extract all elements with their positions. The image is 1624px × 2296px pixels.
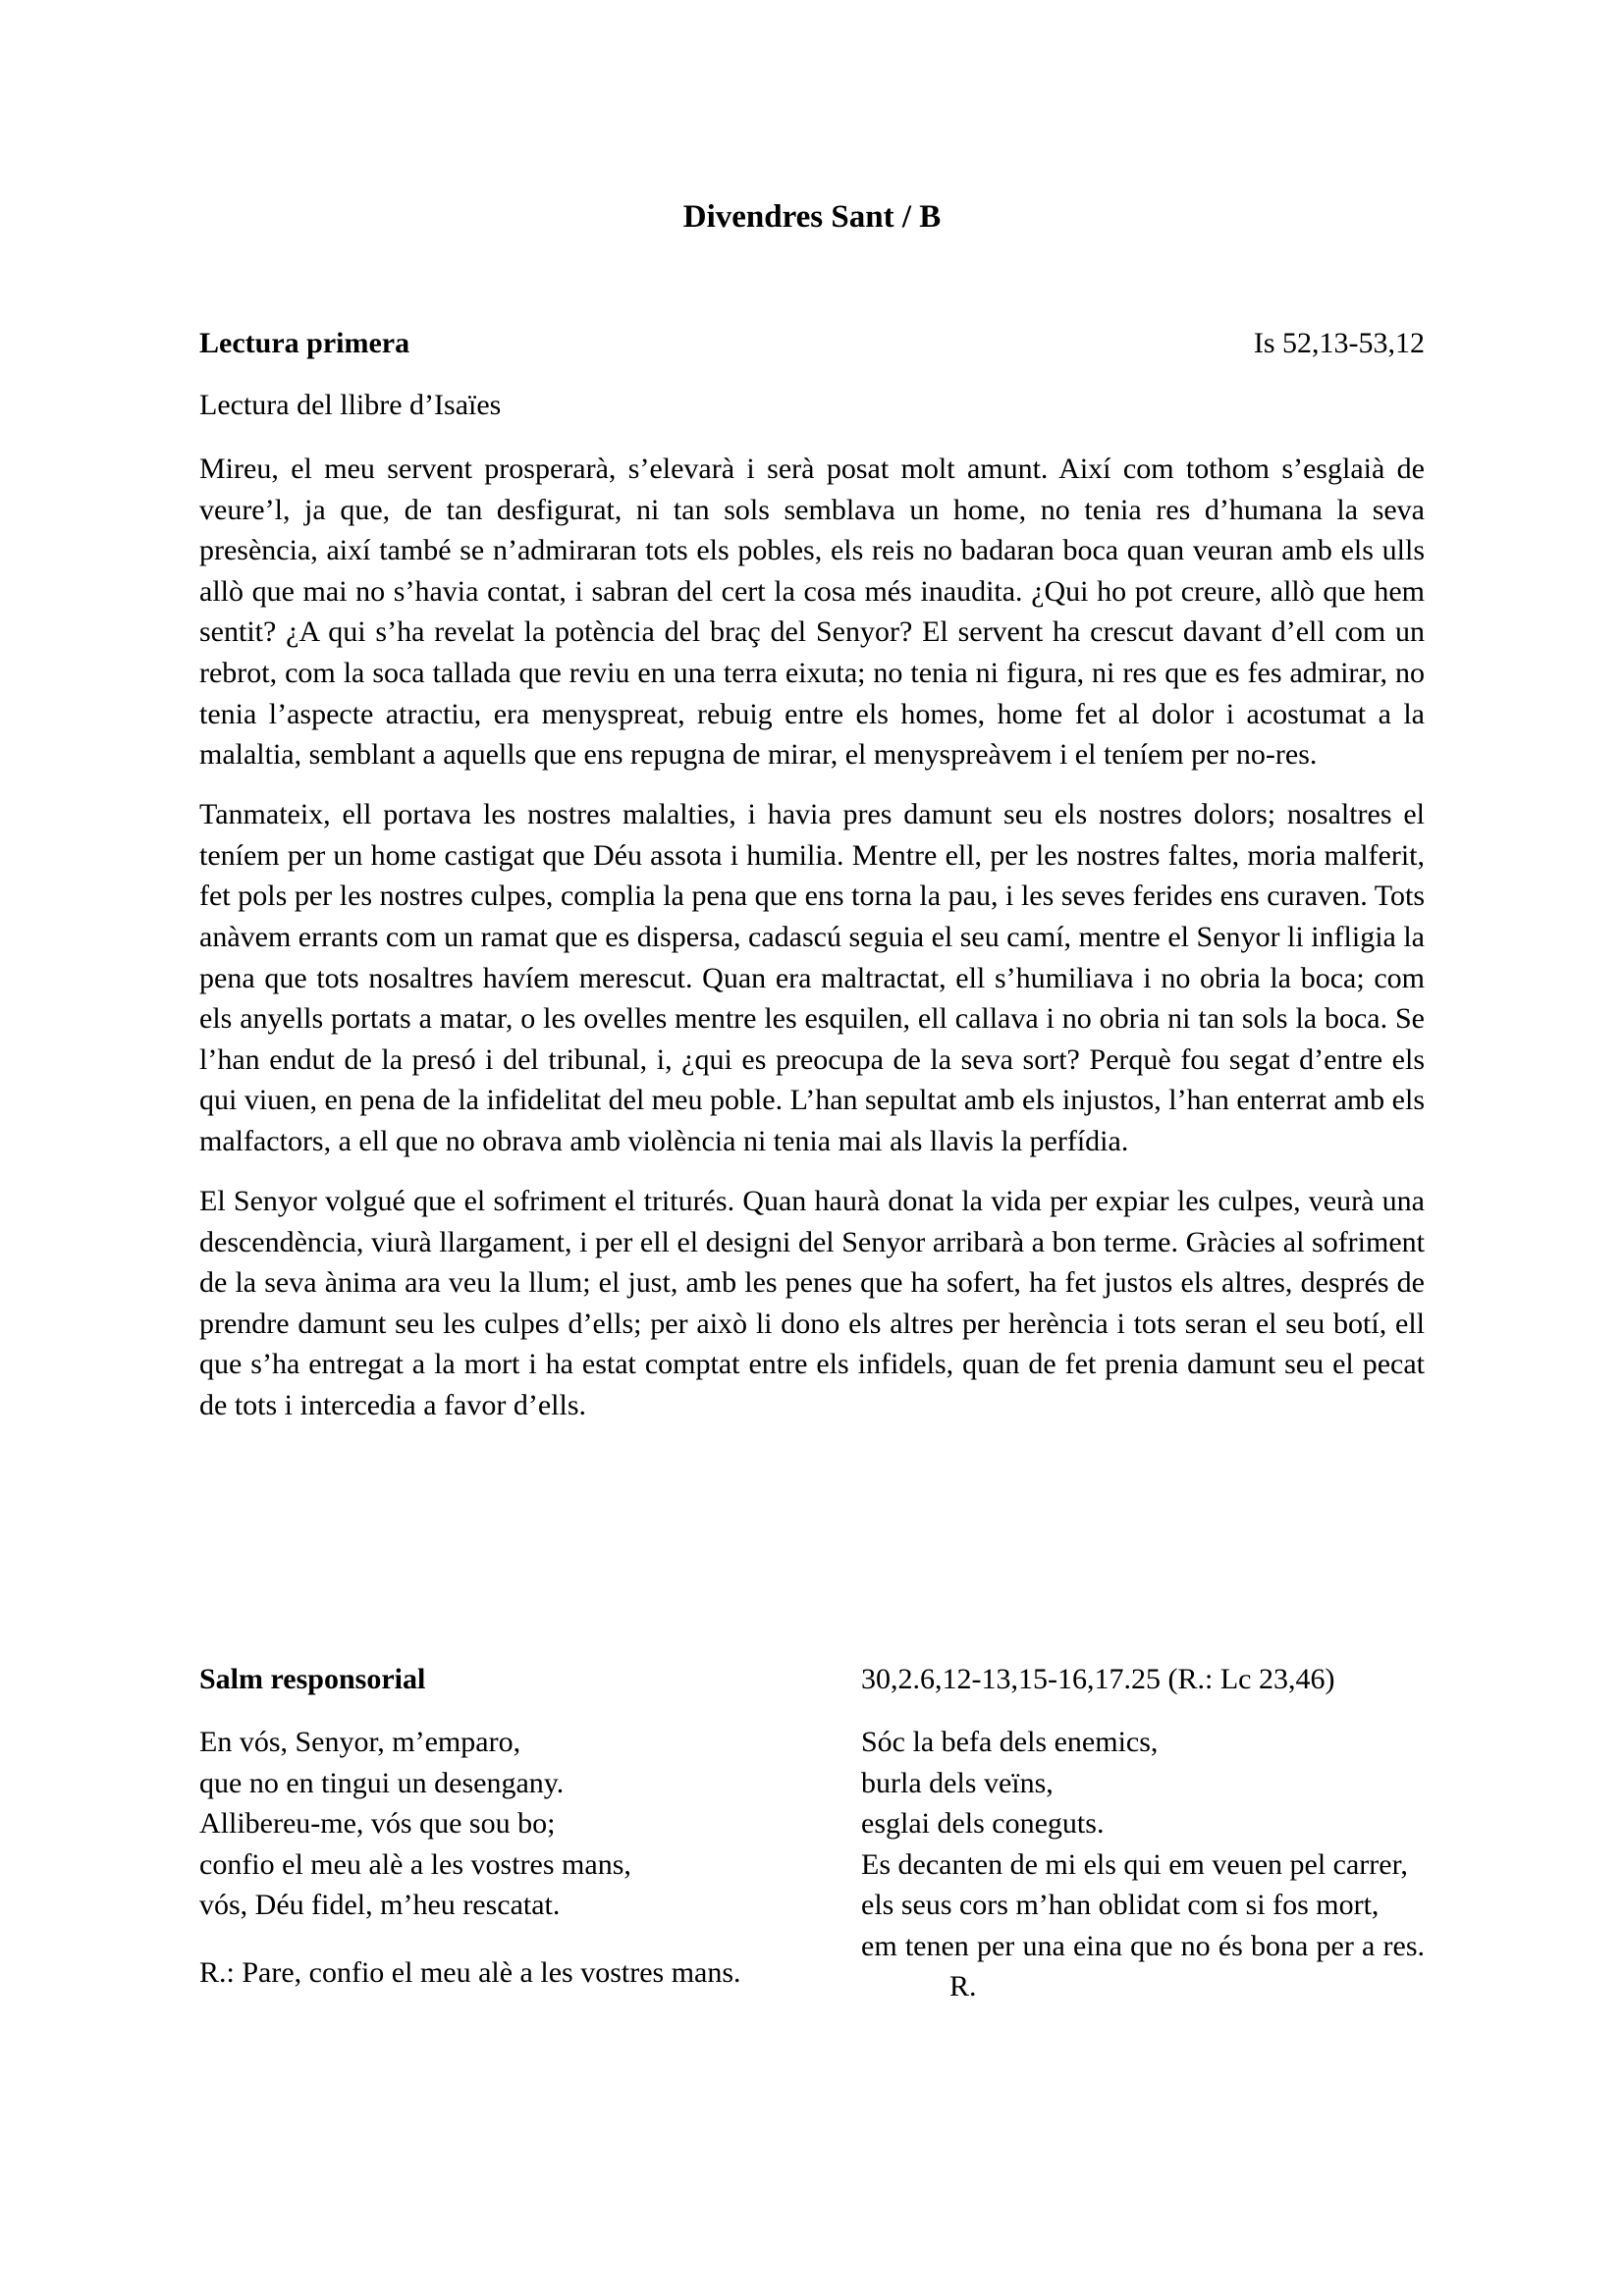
psalm-label: Salm responsorial — [199, 1663, 426, 1695]
psalm-verse: que no en tingui un desengany. — [199, 1766, 565, 1799]
psalm-verse: esglai dels coneguts. — [861, 1807, 1105, 1840]
reading-paragraph: El Senyor volgué que el sofriment el triturés. Quan haurà donat la vida per expiar les culpes, veurà una descendència, viurà llargament, i per ell el designi del Senyor arribarà a bon terme. Gràcies al sofriment de la seva ànima ara veu la llum; el just, amb les penes que ha sofert, ha fet justos els altres, després de prendre damunt seu les culpes d’ells; per això li dono els altres per herència i tots seran el seu botí, ell que s’ha entregat a la mort i ha estat comptat entre els infidels, quan de fet prenia damunt seu el pecat de tots i intercedia a favor d’ells. — [199, 1185, 1425, 1422]
page-title: Divendres Sant / B — [682, 199, 942, 235]
psalm-verse: Sóc la befa dels enemics, — [861, 1726, 1159, 1758]
psalm-verse: confio el meu alè a les vostres mans, — [199, 1847, 631, 1881]
reading-paragraph: Tanmateix, ell portava les nostres malalties, i havia pres damunt seu els nostres dolors; nosaltres el teníem per un home castigat que Déu assota i humilia. Mentre ell, per les nostres faltes, moria malferit, fet pols per les nostres culpes, complia la pena que ens torna la pau, i les seves ferides ens curaven. Tots anàvem errants com un ramat que es dispersa, cadascú seguia el seu camí, mentre el Senyor li infligia la pena que tots nosaltres havíem merescut. Quan era maltractat, ell s’humiliava i no obria la boca; com els anyells portats a matar, o les ovelles mentre les esquilen, ell callava i no obria ni tan sols la boca. Se l’han endut de la presó i del tribunal, i, ¿qui es preocupa de la seva sort? Perquè fou segat d’entre els qui viuen, en pena de la infidelitat del meu poble. L’han sepultat amb els injustos, l’han enterrat amb els malfactors, a ell que no obrava amb violència ni tenia mai als llavis la perfídia. — [199, 798, 1425, 1157]
psalm-response: R.: Pare, confio el meu alè a les vostres mans. — [199, 1955, 741, 1989]
psalm-left-column — [199, 1722, 788, 1993]
psalm-verse: els seus cors m’han oblidat com si fos mort, — [861, 1889, 1380, 1921]
psalm-header — [199, 1659, 1425, 1700]
psalm-verse: Es decanten de mi els qui em veuen pel carrer, — [861, 1847, 1408, 1881]
reading-paragraph: Mireu, el meu servent prosperarà, s’elevarà i serà posat molt amunt. Així com tothom s’esglaià de veure’l, ja que, de tan desfigurat, ni tan sols semblava un home, no tenia res d’humana la seva presència, així també se n’admiraran tots els pobles, els reis no badaran boca quan veuran amb els ulls allò que mai no s’havia contat, i sabran del cert la cosa més inaudita. ¿Qui ho pot creure, allò que hem sentit? ¿A qui s’ha revelat la potència del braç del Senyor? El servent ha crescut davant d’ell com un rebrot, com la soca tallada que reviu en una terra eixuta; no tenia ni figura, ni res que es fes admirar, no tenia l’aspecte atractiu, era menyspreat, rebuig entre els homes, home fet al dolor i acostumat a la malaltia, semblant a aquells que ens repugna de mirar, el menyspreàvem i el teníem per no-res. — [199, 453, 1425, 772]
psalm-right-column — [861, 1722, 1425, 2007]
first-reading-label: Lectura primera — [199, 327, 410, 359]
first-reading-header — [199, 323, 1425, 364]
first-reading-body — [199, 449, 1425, 1445]
first-reading-reference: Is 52,13-53,12 — [1253, 327, 1425, 359]
psalm-stanza — [199, 1722, 788, 1926]
psalm-verse: em tenen per una eina que no és bona per a res. R. — [861, 1929, 1425, 2002]
psalm-verse: En vós, Senyor, m’emparo, — [199, 1726, 521, 1758]
psalm-verse: vós, Déu fidel, m’heu rescatat. — [199, 1889, 561, 1921]
psalm-verse: Allibereu-me, vós que sou bo; — [199, 1807, 556, 1840]
first-reading-intro: Lectura del llibre d’Isaïes — [199, 389, 502, 421]
psalm-reference: 30,2.6,12-13,15-16,17.25 (R.: Lc 23,46) — [861, 1663, 1335, 1695]
psalm-verse: burla dels veïns, — [861, 1766, 1054, 1799]
